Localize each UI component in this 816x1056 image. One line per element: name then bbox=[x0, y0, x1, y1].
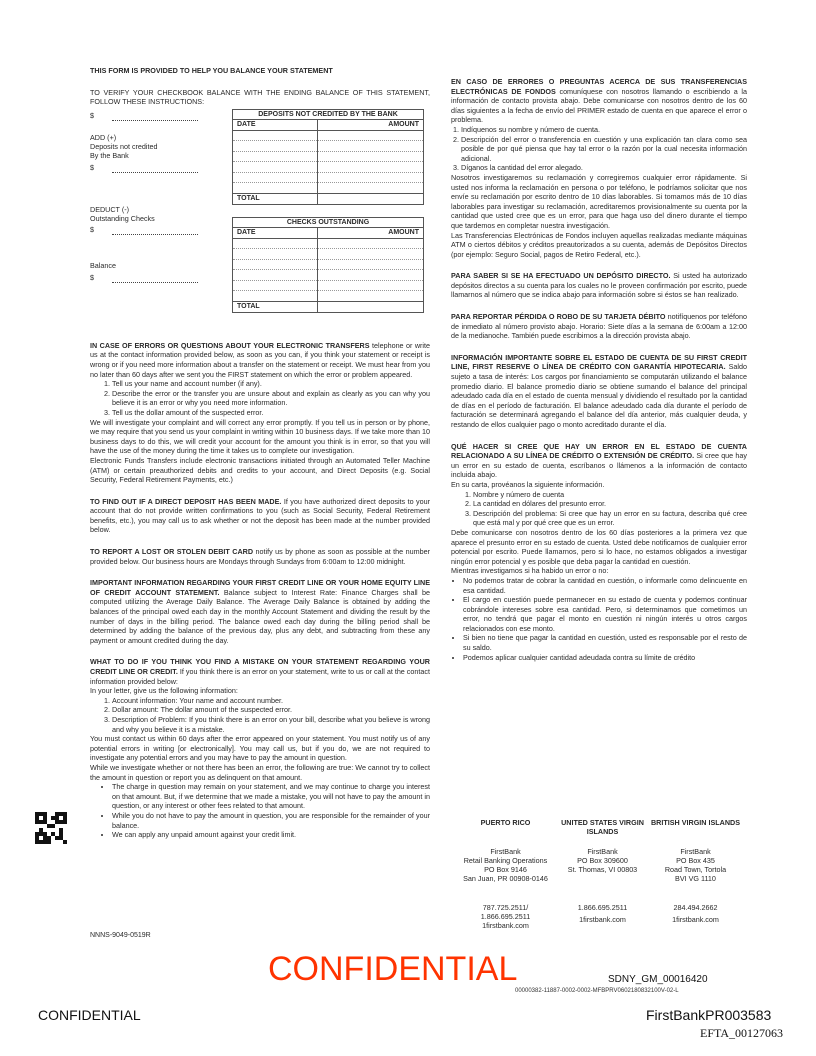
deduct-line bbox=[112, 233, 198, 235]
confidential-stamp: CONFIDENTIAL bbox=[268, 950, 518, 988]
mistake-section-en: WHAT TO DO IF YOU THINK YOU FIND A MISTAKE ON YOUR STATEMENT REGARDING YOUR CREDIT LINE OR CREDIT. If you think there is an error on your statement, write to us or call at the contact information provided below: bbox=[90, 657, 430, 686]
list-item: • We can apply any unpaid amount against your credit limit. bbox=[112, 830, 430, 840]
paragraph: We will investigate your complaint and will correct any error promptly. If you tell us in person or by phone, we may require that you send us your complaint in writing within 10 business days. If we take more than 10 business days to do this, we will credit your account for the amount you think is in error, so that you will have the use of the money during the time it takes us to complete our investigation. bbox=[90, 417, 430, 456]
list-item: • No podemos tratar de cobrar la cantidad en cuestión, o informarle como delincuente en esa cantidad. bbox=[463, 576, 747, 595]
deposit-date-cell[interactable] bbox=[233, 162, 318, 173]
list-item: • El cargo en cuestión puede permanecer en su estado de cuenta y podemos continuar cobrándole intereses sobre esa cantidad. Pero, si determinamos que cometimos un error, no tendrá que pagar el monto en cuestión ni ningún interés u otros cargos relacionados con ese monto. bbox=[463, 595, 747, 633]
website-link[interactable]: 1firstbank.com bbox=[672, 915, 719, 924]
dollar-sign-4: $ bbox=[90, 272, 94, 282]
paragraph: In your letter, give us the following information: bbox=[90, 686, 238, 696]
deposit-amount-cell[interactable] bbox=[317, 162, 423, 173]
list-item: 3. Description of Problem: If you think there is an error on your bill, describe what you believe is wrong and why you believe it is a mistake. bbox=[112, 715, 430, 734]
confidential-label: CONFIDENTIAL bbox=[38, 1007, 141, 1023]
phone: 284.494.2662 bbox=[673, 903, 718, 912]
deposits-total-label: TOTAL bbox=[233, 193, 318, 204]
english-column bbox=[90, 66, 430, 840]
direct-deposit-section-es: PARA SABER SI SE HA EFECTUADO UN DEPÓSITO DIRECTO. Si usted ha autorizado depósitos directos a su cuenta para los cuales no le proveen confirmación por escrito, puede llamarnos al número que se indica abajo para información sobre si éstos se han realizado. bbox=[451, 271, 747, 300]
check-date-cell[interactable] bbox=[233, 249, 318, 260]
deposit-amount-cell[interactable] bbox=[317, 141, 423, 152]
list-item: 2. Dollar amount: The dollar amount of the suspected error. bbox=[112, 705, 430, 715]
checks-table-title: CHECKS OUTSTANDING bbox=[233, 217, 424, 228]
outstanding-checks-label: Outstanding Checks bbox=[90, 213, 155, 223]
bates-number: FirstBankPR003583 bbox=[646, 1007, 772, 1023]
date-header: DATE bbox=[233, 120, 318, 131]
check-date-cell[interactable] bbox=[233, 270, 318, 281]
deposits-table bbox=[232, 109, 424, 205]
list-item: 3. Díganos la cantidad del error alegado. bbox=[461, 163, 747, 173]
phone: 1.866.695.2511 bbox=[577, 903, 628, 912]
deposit-date-cell[interactable] bbox=[233, 183, 318, 194]
balance-form bbox=[90, 109, 430, 341]
list-item: 1. Nombre y número de cuenta bbox=[473, 490, 747, 500]
deposit-amount-cell[interactable] bbox=[317, 172, 423, 183]
check-date-cell[interactable] bbox=[233, 259, 318, 270]
list-item: 1. Account information: Your name and account number. bbox=[112, 696, 430, 706]
check-amount-cell[interactable] bbox=[317, 249, 423, 260]
check-date-cell[interactable] bbox=[233, 280, 318, 291]
check-amount-cell[interactable] bbox=[317, 238, 423, 249]
deposit-date-cell[interactable] bbox=[233, 130, 318, 141]
paragraph: Debe comunicarse con nosotros dentro de los 60 días posteriores a la primera vez que aparece el presunto error en su estado de cuenta. Usted debe notificarnos de cualquier error potencial por escrito. Puede llamarnos, pero si lo hace, no estamos obligados a investigar ningún error potencial y es posible que deba pagar la cantidad en cuestión. bbox=[451, 527, 747, 566]
website-link[interactable]: 1firstbank.com bbox=[579, 915, 626, 924]
paragraph: You must contact us within 60 days after the error appeared on your statement. You must notify us of any potential errors in writing [or electronically]. You may call us, but if you do, we are not required to investigate any potential errors and you may have to pay the amount in question. bbox=[90, 734, 430, 763]
document-code: 00000382-11887-0002-0002-MFBPRV0602180832100V-02-L bbox=[515, 988, 679, 994]
check-date-cell[interactable] bbox=[233, 238, 318, 249]
deposits-table-title: DEPOSITS NOT CREDITED BY THE BANK bbox=[233, 109, 424, 120]
spanish-column bbox=[451, 77, 747, 662]
address-usvi: UNITED STATES VIRGIN ISLANDS FirstBank PO Box 309600 St. Thomas, VI 00803 1.866.695.2511 1firstbank.com bbox=[555, 818, 650, 924]
heloc-section-es: INFORMACIÓN IMPORTANTE SOBRE EL ESTADO DE CUENTA DE SU FIRST CREDIT LINE, FIRST RESERVE O LÍNEA DE CRÉDITO CON GARANTÍA HIPOTECARIA. Saldo sujeto a tasa de interés: Los cargos por financiamiento se computarán utilizando el balance promedio diario. El balance promedio diario se obtiene sumando el balance del principal adeudado cada día en el estado de cuenta mensual y dividiendo el resultado por la cantidad de días en el período de facturación. El balance adeudado cada día durante el período de facturación se determinará agregando el balance del día anterior, más cualquier deuda, y restando de ellos cualquier pago o monto acreditado durante el día. bbox=[451, 352, 748, 429]
mistake-section-es: QUÉ HACER SI CREE QUE HAY UN ERROR EN EL ESTADO DE CUENTA RELACIONADO A SU LÍNEA DE CRÉDITO O EXTENSIÓN DE CRÉDITO. Si cree que hay un error en su estado de cuenta, escríbanos o llámenos a la información de contacto incluida abajo. bbox=[451, 441, 748, 480]
list-item: 2. La cantidad en dólares del presunto error. bbox=[473, 499, 747, 509]
deposit-amount-cell[interactable] bbox=[317, 183, 423, 194]
list-item: • Si bien no tiene que pagar la cantidad en cuestión, usted es responsable por el resto de su saldo. bbox=[463, 633, 747, 652]
dollar-sign-1: $ bbox=[90, 110, 94, 120]
check-amount-cell[interactable] bbox=[317, 270, 423, 281]
paragraph: Electronic Funds Transfers include electronic transactions initiated through an Automated Teller Machine (ATM) or certain preauthorized debits and credits to your account, and Direct Deposits (e.g. Social Security, Federal Retirement Payments, etc.) bbox=[90, 455, 430, 485]
form-title: THIS FORM IS PROVIDED TO HELP YOU BALANCE YOUR STATEMENT bbox=[90, 66, 333, 75]
direct-deposit-section-en: TO FIND OUT IF A DIRECT DEPOSIT HAS BEEN MADE. If you have authorized direct deposits to your account that do not provide written confirmations to you (such as Social Security, Federal Retirement benefits, etc.), you may call us to ask whether or not the deposit has been made at the number provided below. bbox=[90, 496, 430, 535]
paragraph: En su carta, provéanos la siguiente información. bbox=[451, 479, 605, 489]
amount-header: AMOUNT bbox=[317, 228, 423, 239]
paragraph: Las Transferencias Electrónicas de Fondos incluyen aquellas realizadas mediante máquinas ATM o ciertos débitos y créditos preautorizados a su cuenta, además de Depósitos Directos (por ejemplo: Seguro Social, pagos de Retiro Federal, etc.). bbox=[451, 230, 747, 259]
list-item: 1. Indíquenos su nombre y número de cuenta. bbox=[461, 125, 747, 135]
deduct-label: DEDUCT (-) bbox=[90, 204, 129, 214]
list-item: 2. Descripción del error o transferencia en cuestión y una explicación tan clara como sea posible de por qué piensa que hay tal error o la razón por la cual necesita información adicional. bbox=[461, 135, 747, 164]
checks-total-cell[interactable] bbox=[317, 301, 423, 312]
check-date-cell[interactable] bbox=[233, 291, 318, 302]
checks-table bbox=[232, 217, 424, 313]
amount-header: AMOUNT bbox=[317, 120, 423, 131]
start-balance-line bbox=[112, 119, 198, 121]
balance-label: Balance bbox=[90, 260, 116, 270]
list-item: • The charge in question may remain on your statement, and we may continue to charge you interest on that amount. But, if we determine that we made a mistake, you will not have to pay the amount in question, or any interest or other fees related to that amount. bbox=[112, 782, 430, 811]
lost-card-section-en: TO REPORT A LOST OR STOLEN DEBIT CARD notify us by phone as soon as possible at the number provided below. Our business hours are Mondays through Sundays from 6:00am to 12:00 midnight. bbox=[90, 547, 430, 566]
dollar-sign-2: $ bbox=[90, 162, 94, 172]
checks-total-label: TOTAL bbox=[233, 301, 318, 312]
paragraph: While we investigate whether or not there has been an error, the following are true: We cannot try to collect the amount in question or report you as delinquent on that amount. bbox=[90, 762, 430, 782]
list-item: 3. Tell us the dollar amount of the suspected error. bbox=[112, 408, 430, 418]
list-item: 1. Tell us your name and account number (if any). bbox=[112, 379, 430, 389]
add-line bbox=[112, 171, 198, 173]
deposit-date-cell[interactable] bbox=[233, 151, 318, 162]
deposits-total-cell[interactable] bbox=[317, 193, 423, 204]
date-header: DATE bbox=[233, 228, 318, 239]
website-link[interactable]: 1firstbank.com bbox=[482, 921, 529, 930]
deposit-date-cell[interactable] bbox=[233, 172, 318, 183]
sdny-bates: SDNY_GM_00016420 bbox=[608, 974, 708, 985]
deposit-date-cell[interactable] bbox=[233, 141, 318, 152]
errors-section-en: IN CASE OF ERRORS OR QUESTIONS ABOUT YOUR ELECTRONIC TRANSFERS telephone or write us at the contact information provided below, as soon as you can, if you think your statement or receipt is wrong or if you need more information about a transfer on the statement or receipt. We must hear from you no later than 60 days after we sent you the FIRST statement on which the error or problem appeared. bbox=[90, 340, 431, 379]
deposit-amount-cell[interactable] bbox=[317, 130, 423, 141]
balance-line bbox=[112, 281, 198, 283]
address-bvi: BRITISH VIRGIN ISLANDS FirstBank PO Box 435 Road Town, Tortola BVI VG 1110 284.494.2662 1firstbank.com bbox=[648, 818, 743, 924]
paragraph: Nosotros investigaremos su reclamación y corregiremos cualquier error rápidamente. Si usted nos informa la reclamación en persona o por teléfono, le podríamos solicitar que nos envíe su reclamación por escrito dentro de 10 días laborables. Si tomamos más de 10 días laborables para investigar su reclamación, acreditaremos provisionalmente su cuenta por la cantidad que usted cree que es un error, para que haga uso del dinero durante el tiempo que tardemos en completar nuestra investigación. bbox=[451, 172, 747, 230]
qr-code-icon bbox=[35, 812, 67, 844]
efta-number: EFTA_00127063 bbox=[700, 1026, 784, 1040]
check-amount-cell[interactable] bbox=[317, 280, 423, 291]
paragraph: Mientras investigamos si ha habido un error o no: bbox=[451, 566, 609, 576]
errors-section-es: EN CASO DE ERRORES O PREGUNTAS ACERCA DE SUS TRANSFERENCIAS ELECTRÓNICAS DE FONDOS comuníquese con nosotros llamando o escribiendo a la información de contacto provista abajo. Debe comunicarse con nosotros dentro de los 60 días siguientes a la fecha de envío del PRIMER estado de cuenta en que aparece el error o problema. bbox=[451, 77, 747, 125]
add-label: ADD (+) bbox=[90, 132, 117, 142]
list-item: • While you do not have to pay the amount in question, you are responsible for the remainder of your balance. bbox=[112, 811, 430, 830]
check-amount-cell[interactable] bbox=[317, 259, 423, 270]
phone: 1.866.695.2511 bbox=[480, 912, 531, 921]
heloc-section-en: IMPORTANT INFORMATION REGARDING YOUR FIRST CREDIT LINE OR YOUR HOME EQUITY LINE OF CREDIT ACCOUNT STATEMENT. Balance subject to Interest Rate: Finance Charges shall be computed utilizing the Average Daily Balance. The Average Daily Balance is obtained by adding the balances of the principal owed each day in the monthly Account Statement and dividing the result by the number of days in the billing period. The balance owed each day during the billing period shall be determined by adding the balance of the previous day, plus any debt, and subtracting from these any payment or amount credited during the day. bbox=[90, 578, 430, 645]
deposit-amount-cell[interactable] bbox=[317, 151, 423, 162]
list-item: 3. Descripción del problema: Si cree que hay un error en su factura, describa qué cree que está mal y por qué cree que es un error. bbox=[473, 509, 747, 528]
deposits-not-credited-label: Deposits not credited bbox=[90, 141, 158, 151]
form-code: NNNS-9049-0519R bbox=[90, 932, 151, 939]
by-bank-label: By the Bank bbox=[90, 150, 129, 160]
phone: 787.725.2511/ bbox=[482, 903, 529, 912]
list-item: 2. Describe the error or the transfer you are unsure about and explain as clearly as you can why you believe it is an error or why you need more information. bbox=[112, 389, 430, 408]
dollar-sign-3: $ bbox=[90, 224, 94, 234]
check-amount-cell[interactable] bbox=[317, 291, 423, 302]
list-item: • Podemos aplicar cualquier cantidad adeudada contra su límite de crédito bbox=[463, 653, 747, 663]
address-puerto-rico: PUERTO RICO FirstBank Retail Banking Operations PO Box 9146 San Juan, PR 00908-0146 787.725.2511/ 1.866.695.2511 1firstbank.com bbox=[458, 818, 553, 930]
lost-card-section-es: PARA REPORTAR PÉRDIDA O ROBO DE SU TARJETA DÉBITO notifíquenos por teléfono de inmediato al número provisto abajo. Horario: Siete días a la semana de 6:00am a 12:00 de la medianoche. También puede escribirnos a la dirección provista abajo. bbox=[451, 312, 748, 341]
intro-text: TO VERIFY YOUR CHECKBOOK BALANCE WITH THE ENDING BALANCE OF THIS STATEMENT, FOLLOW THESE INSTRUCTIONS: bbox=[90, 87, 430, 107]
